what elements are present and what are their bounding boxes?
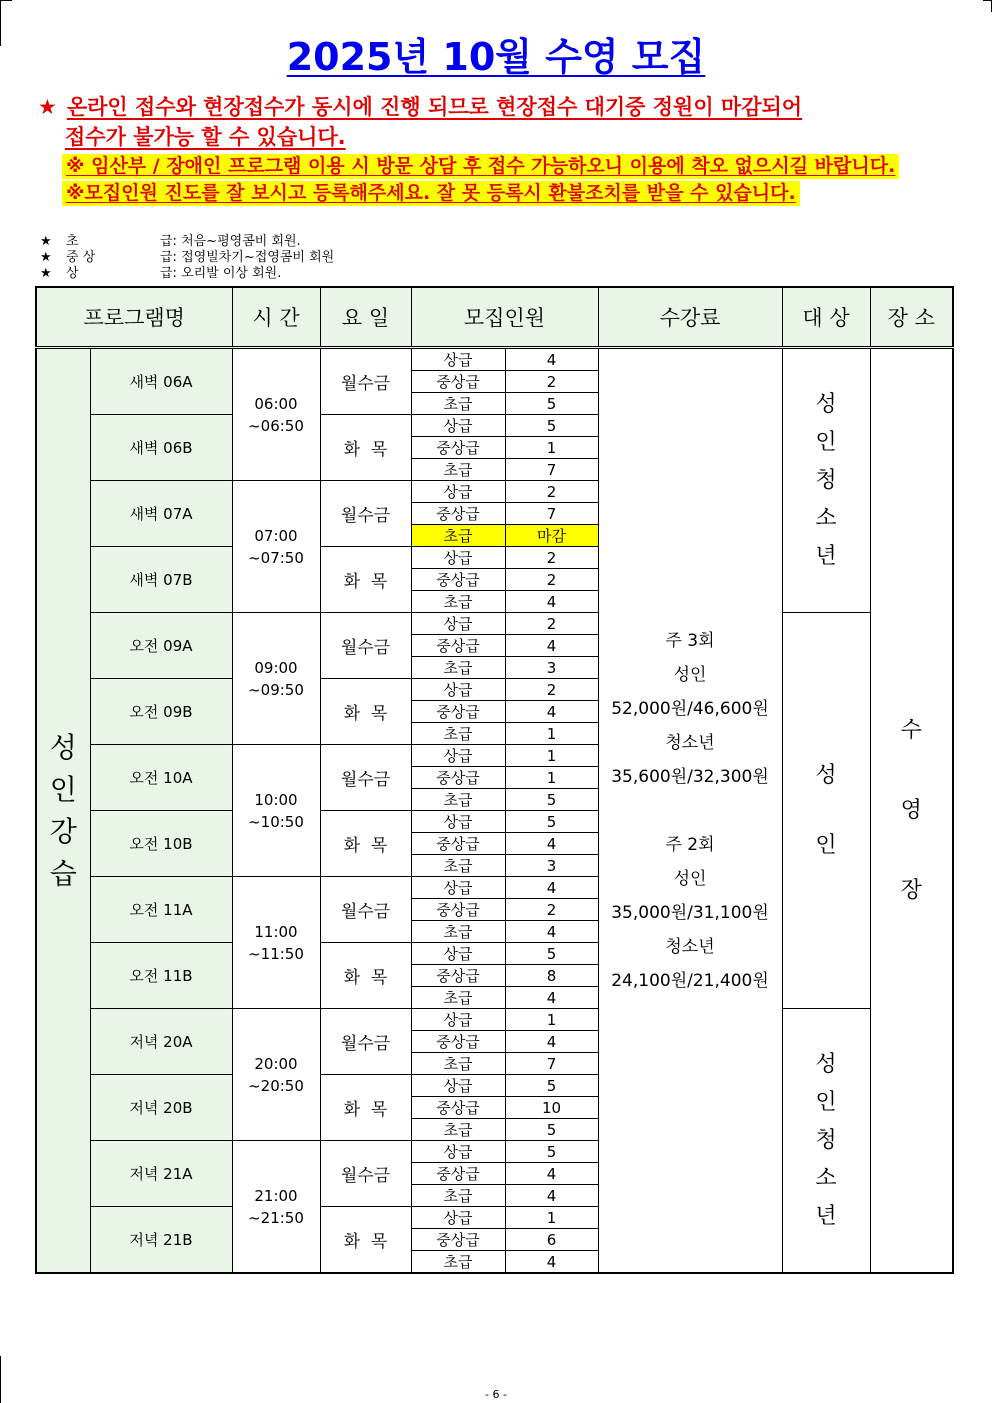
capacity-value: 5	[505, 1141, 598, 1163]
notice-level-check: ※모집인원 진도를 잘 보시고 등록해주세요. 잘 못 등록시 환불조치를 받을 수 있습니다.	[62, 181, 800, 206]
level-name: 상급	[411, 1207, 505, 1229]
level-name: 상급	[411, 481, 505, 503]
target-label-char: 인	[815, 429, 837, 455]
capacity-value: 5	[505, 789, 598, 811]
level-name: 상급	[411, 811, 505, 833]
notice-line-2: 접수가 불가능 할 수 있습니다.	[65, 125, 346, 149]
level-name: 초급	[411, 789, 505, 811]
time-end: ~21:50	[248, 1208, 304, 1227]
time-start: 10:00	[254, 790, 298, 809]
capacity-value: 4	[505, 833, 598, 855]
level-name: 중상급	[411, 833, 505, 855]
level-name: 초급	[411, 1119, 505, 1141]
day-cell: 월수금	[320, 877, 411, 943]
day-cell: 월수금	[320, 745, 411, 811]
time-cell	[232, 613, 320, 745]
level-name: 상급	[411, 679, 505, 701]
level-name: 초급	[411, 657, 505, 679]
capacity-value: 1	[505, 745, 598, 767]
header-target: 대 상	[782, 287, 870, 348]
closed-badge: 마감	[505, 525, 598, 547]
time-cell	[232, 481, 320, 613]
time-end: ~09:50	[248, 680, 304, 699]
header-program: 프로그램명	[36, 287, 232, 348]
place-label-char: 장	[900, 877, 922, 903]
day-cell: 화 목	[320, 811, 411, 877]
time-cell	[232, 877, 320, 1009]
header-time: 시 간	[232, 287, 320, 348]
capacity-value: 5	[505, 943, 598, 965]
capacity-value: 4	[505, 987, 598, 1009]
time-cell	[232, 348, 320, 481]
capacity-value: 2	[505, 481, 598, 503]
header-place: 장 소	[870, 287, 953, 348]
target-cell-youth	[782, 1009, 870, 1274]
level-name: 초급	[411, 723, 505, 745]
program-name: 오전 09A	[90, 613, 232, 679]
capacity-value: 1	[505, 723, 598, 745]
fee-line: 청소년	[665, 732, 715, 753]
target-label	[783, 762, 870, 860]
program-name: 오전 09B	[90, 679, 232, 745]
program-name: 저녁 21B	[90, 1207, 232, 1274]
day-cell: 화 목	[320, 1075, 411, 1141]
category-cell	[36, 348, 90, 1274]
header-fee: 수강료	[598, 287, 782, 348]
level-name: 중상급	[411, 1097, 505, 1119]
table-row	[36, 348, 953, 371]
capacity-value: 2	[505, 547, 598, 569]
capacity-value: 10	[505, 1097, 598, 1119]
target-label-char: 청	[815, 467, 837, 493]
category-label	[37, 732, 90, 890]
level-description: 급: 접영빌차기~접영콤비 회원	[160, 250, 335, 265]
level-name: 초급	[411, 525, 505, 547]
capacity-value: 4	[505, 348, 598, 371]
level-name: 중상급	[411, 371, 505, 393]
level-name: 상급	[411, 547, 505, 569]
time-cell	[232, 1009, 320, 1141]
capacity-value: 4	[505, 701, 598, 723]
fee-line: 52,000원/46,600원	[611, 698, 769, 719]
capacity-value: 2	[505, 371, 598, 393]
capacity-value: 7	[505, 459, 598, 481]
program-name: 새벽 06B	[90, 415, 232, 481]
place-cell	[870, 348, 953, 1274]
level-name: 상급	[411, 1009, 505, 1031]
fee-line: 주 2회	[665, 834, 715, 855]
program-name: 새벽 06A	[90, 348, 232, 415]
target-label-char: 인	[815, 1089, 837, 1115]
level-name: 중 상	[66, 250, 96, 265]
capacity-value: 2	[505, 899, 598, 921]
level-name: 초급	[411, 459, 505, 481]
time-start: 21:00	[254, 1186, 298, 1205]
day-cell: 월수금	[320, 613, 411, 679]
level-name: 초급	[411, 855, 505, 877]
program-name: 저녁 21A	[90, 1141, 232, 1207]
notice-line-1: 온라인 접수와 현장접수가 동시에 진행 되므로 현장접수 대기중 정원이 마감되어	[66, 95, 803, 119]
level-name: 중상급	[411, 437, 505, 459]
star-icon: ★	[40, 234, 52, 249]
program-name: 저녁 20A	[90, 1009, 232, 1075]
program-name: 오전 10A	[90, 745, 232, 811]
capacity-value: 1	[505, 437, 598, 459]
capacity-value: 4	[505, 591, 598, 613]
capacity-value: 5	[505, 1119, 598, 1141]
fee-cell	[598, 348, 782, 1274]
level-name: 중상급	[411, 635, 505, 657]
capacity-value: 4	[505, 921, 598, 943]
category-label-char: 성	[49, 730, 77, 764]
level-description: 급: 오리발 이상 회원.	[160, 266, 282, 281]
capacity-value: 1	[505, 767, 598, 789]
table-row	[36, 613, 953, 635]
capacity-value: 7	[505, 503, 598, 525]
day-cell: 월수금	[320, 348, 411, 415]
level-name: 상급	[411, 613, 505, 635]
capacity-value: 5	[505, 393, 598, 415]
fee-line: 35,000원/31,100원	[611, 902, 769, 923]
time-end: ~06:50	[248, 416, 304, 435]
fee-line: 성인	[673, 868, 707, 889]
capacity-value: 2	[505, 613, 598, 635]
capacity-value: 4	[505, 1251, 598, 1274]
notice-online-registration	[38, 92, 802, 152]
place-label	[871, 716, 953, 906]
program-name: 오전 11B	[90, 943, 232, 1009]
time-start: 07:00	[254, 526, 298, 545]
capacity-value: 1	[505, 1207, 598, 1229]
fee-line: 35,600원/32,300원	[611, 766, 769, 787]
place-label-char: 영	[900, 797, 922, 823]
capacity-value: 8	[505, 965, 598, 987]
category-label-char: 강	[49, 814, 77, 848]
time-start: 06:00	[254, 394, 298, 413]
time-end: ~11:50	[248, 944, 304, 963]
target-label-char: 성	[815, 391, 837, 417]
level-name: 상급	[411, 943, 505, 965]
level-name: 중상급	[411, 965, 505, 987]
time-end: ~10:50	[248, 812, 304, 831]
level-name: 초급	[411, 393, 505, 415]
header-capacity: 모집인원	[411, 287, 598, 348]
day-cell: 화 목	[320, 943, 411, 1009]
schedule-table	[35, 286, 954, 1274]
program-name: 새벽 07B	[90, 547, 232, 613]
capacity-value: 2	[505, 679, 598, 701]
place-label-char: 수	[900, 717, 922, 743]
time-start: 09:00	[254, 658, 298, 677]
level-name: 중상급	[411, 1163, 505, 1185]
target-label-char: 년	[815, 543, 837, 569]
level-name: 상급	[411, 1075, 505, 1097]
fee-line: 주 3회	[665, 630, 715, 651]
level-name: 중상급	[411, 767, 505, 789]
page-title: 2025년 10월 수영 모집	[286, 35, 706, 79]
program-name: 저녁 20B	[90, 1075, 232, 1141]
level-name: 초급	[411, 987, 505, 1009]
day-cell: 화 목	[320, 679, 411, 745]
target-label-char: 년	[815, 1203, 837, 1229]
level-name: 상급	[411, 877, 505, 899]
level-name: 중상급	[411, 569, 505, 591]
capacity-value: 4	[505, 877, 598, 899]
time-start: 20:00	[254, 1054, 298, 1073]
day-cell: 화 목	[320, 547, 411, 613]
day-cell: 월수금	[320, 1141, 411, 1207]
level-name: 초급	[411, 921, 505, 943]
program-name: 오전 11A	[90, 877, 232, 943]
target-label-char: 소	[815, 505, 837, 531]
capacity-value: 2	[505, 569, 598, 591]
day-cell: 화 목	[320, 415, 411, 481]
program-name: 오전 10B	[90, 811, 232, 877]
target-label-char: 성	[815, 762, 837, 788]
capacity-value: 5	[505, 1075, 598, 1097]
level-name: 초급	[411, 1053, 505, 1075]
level-name: 초	[66, 234, 79, 249]
table-row	[36, 1009, 953, 1031]
time-cell	[232, 745, 320, 877]
level-name: 중상급	[411, 1229, 505, 1251]
capacity-value: 3	[505, 657, 598, 679]
level-name: 상	[66, 266, 79, 281]
star-icon: ★	[38, 95, 57, 119]
fee-line	[599, 794, 782, 828]
capacity-value: 6	[505, 1229, 598, 1251]
category-label-char: 인	[49, 772, 77, 806]
category-label-char: 습	[49, 856, 77, 890]
level-name: 상급	[411, 1141, 505, 1163]
page-number: - 6 -	[485, 1388, 507, 1401]
table-header-row	[36, 287, 953, 348]
capacity-value: 4	[505, 1163, 598, 1185]
target-label-char: 청	[815, 1127, 837, 1153]
level-name: 중상급	[411, 899, 505, 921]
capacity-value: 4	[505, 635, 598, 657]
level-name: 중상급	[411, 701, 505, 723]
capacity-value: 7	[505, 1053, 598, 1075]
capacity-value: 4	[505, 1185, 598, 1207]
crop-mark	[0, 0, 12, 1]
level-name: 상급	[411, 348, 505, 371]
capacity-value: 5	[505, 811, 598, 833]
target-cell-adult	[782, 613, 870, 1009]
capacity-value: 3	[505, 855, 598, 877]
notice-pregnant-disabled: ※ 임산부 / 장애인 프로그램 이용 시 방문 상담 후 접수 가능하오니 이용에 착오 없으시길 바랍니다.	[62, 154, 899, 179]
fee-line: 성인	[673, 664, 707, 685]
level-name: 초급	[411, 1251, 505, 1274]
target-label	[783, 1051, 870, 1231]
time-end: ~07:50	[248, 548, 304, 567]
level-name: 상급	[411, 415, 505, 437]
target-cell-youth	[782, 348, 870, 613]
header-day: 요 일	[320, 287, 411, 348]
day-cell: 화 목	[320, 1207, 411, 1274]
day-cell: 월수금	[320, 1009, 411, 1075]
target-label-char: 인	[815, 832, 837, 858]
level-description: 급: 처음~평영콤비 회원.	[160, 234, 301, 249]
time-end: ~20:50	[248, 1076, 304, 1095]
target-label-char: 소	[815, 1165, 837, 1191]
fee-line: 24,100원/21,400원	[611, 970, 769, 991]
target-label	[783, 391, 870, 571]
capacity-value: 1	[505, 1009, 598, 1031]
star-icon: ★	[40, 250, 52, 265]
capacity-value: 4	[505, 1031, 598, 1053]
level-name: 초급	[411, 1185, 505, 1207]
capacity-value: 5	[505, 415, 598, 437]
time-cell	[232, 1141, 320, 1274]
level-name: 상급	[411, 745, 505, 767]
level-name: 중상급	[411, 503, 505, 525]
program-name: 새벽 07A	[90, 481, 232, 547]
fee-line: 청소년	[665, 936, 715, 957]
day-cell: 월수금	[320, 481, 411, 547]
time-start: 11:00	[254, 922, 298, 941]
target-label-char: 성	[815, 1051, 837, 1077]
level-name: 초급	[411, 591, 505, 613]
level-name: 중상급	[411, 1031, 505, 1053]
star-icon: ★	[40, 266, 52, 281]
